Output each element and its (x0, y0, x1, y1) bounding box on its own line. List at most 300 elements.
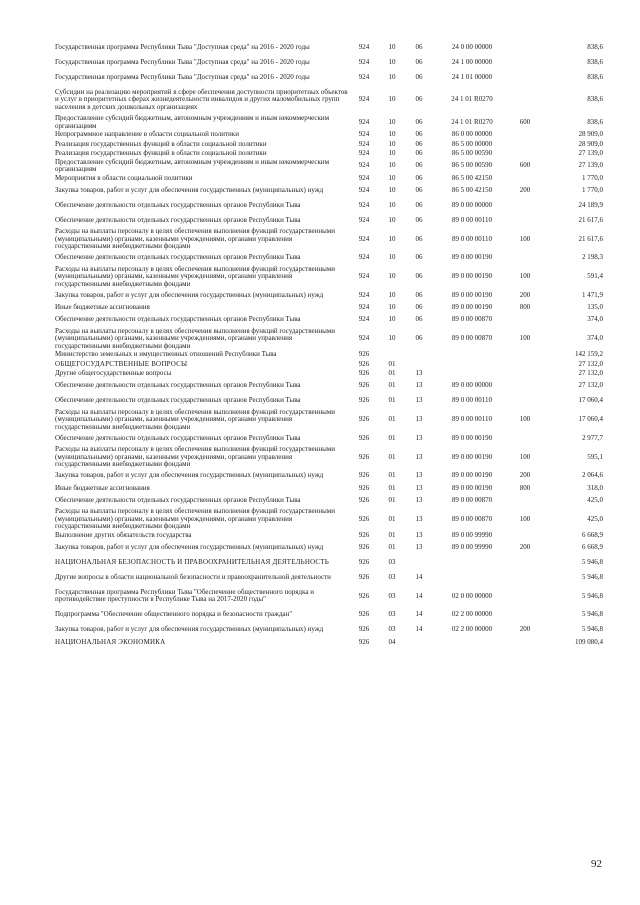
row-name: Другие общегосударственные вопросы (55, 369, 172, 377)
table-row (55, 379, 603, 394)
row-target-article (433, 570, 511, 585)
row-amount: 374,0 (587, 315, 603, 324)
row-expense-type (511, 350, 539, 360)
row-target-article (433, 555, 511, 570)
row-expense-type (511, 213, 539, 228)
row-ministry-code: 926 (358, 625, 370, 634)
row-ministry-code: 924 (358, 215, 370, 224)
row-ministry-code: 924 (358, 200, 370, 209)
row-section-code: 10 (388, 290, 396, 299)
table-row (55, 228, 603, 251)
row-ministry-code: 924 (358, 173, 370, 182)
row-target-article: 24 1 01 R0270 (451, 95, 493, 104)
table-row (55, 55, 603, 70)
row-section-code: 10 (388, 161, 396, 170)
row-subsection-code: 14 (415, 591, 423, 600)
row-ministry-code: 926 (358, 483, 370, 492)
row-subsection-code: 06 (415, 130, 423, 138)
budget-table-body (55, 40, 603, 647)
row-expense-type (511, 555, 539, 570)
row-section-code: 10 (388, 303, 396, 311)
row-section-code: 10 (388, 173, 396, 182)
row-expense-type: 200 (519, 471, 531, 480)
row-ministry-code: 924 (358, 57, 370, 66)
page-number: 92 (591, 858, 602, 870)
row-subsection-code (405, 555, 433, 570)
row-expense-type: 100 (519, 514, 531, 523)
row-name: Расходы на выплаты персоналу в целях обеспечения выполнения функций государственными (муниципальными) органами, казенными учреждениями, органами управления государственными внебюджетными фондами (55, 326, 335, 350)
row-name: Иные бюджетные ассигнования (55, 303, 150, 311)
row-subsection-code: 06 (415, 117, 423, 126)
row-section-code: 10 (388, 42, 396, 51)
row-section-code: 01 (388, 452, 396, 461)
row-amount: 2 977,7 (582, 433, 603, 442)
row-expense-type (511, 70, 539, 85)
row-amount: 142 159,2 (575, 350, 603, 358)
row-subsection-code: 06 (415, 215, 423, 224)
row-amount: 1 770,0 (582, 185, 603, 194)
row-ministry-code: 924 (358, 185, 370, 194)
row-expense-type (511, 394, 539, 409)
row-expense-type (511, 198, 539, 213)
row-amount: 24 189,9 (578, 200, 603, 209)
table-row (55, 540, 603, 555)
row-expense-type (511, 251, 539, 266)
row-ministry-code: 926 (358, 591, 370, 600)
row-ministry-code: 926 (358, 514, 370, 523)
row-subsection-code: 13 (415, 495, 423, 504)
table-row (55, 394, 603, 409)
row-expense-type (511, 140, 539, 150)
row-expense-type: 200 (519, 290, 531, 299)
row-target-article: 89 0 00 00870 (451, 315, 493, 324)
row-section-code: 10 (388, 72, 396, 81)
row-expense-type: 600 (519, 117, 531, 126)
row-amount: 318,0 (587, 483, 603, 492)
row-expense-type (511, 40, 539, 55)
row-ministry-code: 924 (358, 290, 370, 299)
row-amount: 2 064,6 (582, 471, 603, 480)
table-row (55, 266, 603, 289)
row-expense-type (511, 531, 539, 541)
row-ministry-code: 926 (358, 557, 370, 566)
row-section-code: 01 (388, 514, 396, 523)
row-ministry-code: 924 (358, 95, 370, 104)
row-target-article: 89 0 00 00190 (451, 253, 493, 262)
row-ministry-code: 924 (358, 272, 370, 280)
table-row (55, 313, 603, 328)
row-amount: 425,0 (587, 514, 603, 523)
row-ministry-code: 924 (358, 117, 370, 126)
row-name: Закупка товаров, работ и услуг для обеспечения государственных (муниципальных) нужд (55, 625, 324, 634)
row-ministry-code: 924 (358, 303, 370, 311)
row-name: Мероприятия в области социальной политики (55, 173, 193, 182)
row-expense-type (511, 638, 539, 648)
row-expense-type (511, 130, 539, 140)
row-target-article (433, 360, 511, 370)
row-amount: 5 946,8 (582, 557, 603, 566)
row-name: Предоставление субсидий бюджетным, автономным учреждениям и иным некоммерческим организациям (55, 157, 330, 173)
row-name: Государственная программа Республики Тыва "Обеспечение общественного порядка и противодействие преступности в Республике Тыва на 2017-2020 годы" (55, 587, 314, 604)
row-expense-type (511, 85, 539, 115)
row-target-article: 24 1 01 R0270 (451, 117, 493, 126)
row-target-article: 89 0 00 00110 (452, 415, 492, 423)
row-ministry-code: 926 (358, 542, 370, 551)
row-target-article: 02 0 00 00000 (451, 591, 493, 600)
row-subsection-code: 14 (415, 625, 423, 634)
row-section-code: 01 (388, 381, 396, 390)
row-ministry-code: 926 (358, 572, 370, 581)
row-subsection-code: 14 (415, 610, 423, 619)
table-row (55, 623, 603, 638)
table-row (55, 484, 603, 494)
row-expense-type (511, 431, 539, 446)
row-name: Расходы на выплаты персоналу в целях обеспечения выполнения функций государственными (муниципальными) органами, казенными учреждениями, органами управления государственными внебюджетными фондами (55, 227, 335, 250)
row-ministry-code: 924 (358, 234, 370, 243)
row-ministry-code: 924 (358, 149, 370, 157)
row-expense-type (511, 149, 539, 159)
row-section-code (379, 350, 405, 360)
row-subsection-code: 06 (415, 334, 423, 342)
row-subsection-code: 06 (415, 315, 423, 324)
row-ministry-code: 924 (358, 161, 370, 170)
row-subsection-code: 06 (415, 149, 423, 157)
table-row (55, 70, 603, 85)
row-subsection-code: 06 (415, 290, 423, 299)
row-expense-type (511, 493, 539, 508)
row-expense-type: 100 (519, 334, 531, 342)
row-name: Закупка товаров, работ и услуг для обеспечения государственных (муниципальных) нужд (55, 290, 324, 299)
row-amount: 838,6 (587, 72, 603, 81)
row-expense-type (511, 55, 539, 70)
row-subsection-code: 13 (415, 530, 423, 539)
row-name: Государственная программа Республики Тыва "Доступная среда" на 2016 - 2020 годы (55, 42, 310, 51)
row-ministry-code: 926 (358, 381, 370, 390)
row-amount: 27 139,0 (578, 149, 603, 157)
row-amount: 28 909,0 (578, 139, 603, 148)
row-target-article (433, 369, 511, 379)
row-ministry-code: 926 (358, 495, 370, 504)
row-subsection-code: 13 (415, 452, 423, 461)
row-subsection-code: 13 (415, 396, 423, 405)
table-row (55, 446, 603, 469)
row-subsection-code: 13 (415, 415, 423, 423)
row-section-code: 04 (388, 637, 396, 646)
row-section-code: 10 (388, 234, 396, 243)
budget-table (55, 40, 603, 647)
row-name: Предоставление субсидий бюджетным, автономным учреждениям и иным некоммерческим организациям (55, 114, 330, 130)
row-section-code: 10 (388, 117, 396, 126)
row-target-article: 89 0 00 00870 (451, 495, 493, 504)
row-section-code: 10 (388, 95, 396, 104)
row-subsection-code: 06 (415, 200, 423, 209)
row-name: НАЦИОНАЛЬНАЯ ЭКОНОМИКА (55, 637, 166, 646)
row-target-article: 89 0 00 00000 (451, 381, 493, 390)
row-expense-type: 600 (519, 161, 531, 170)
row-section-code: 10 (388, 253, 396, 262)
row-subsection-code: 06 (415, 139, 423, 148)
row-target-article: 02 2 00 00000 (451, 625, 493, 634)
row-ministry-code: 924 (358, 334, 370, 342)
row-amount: 838,6 (587, 117, 603, 126)
row-subsection-code: 06 (415, 57, 423, 66)
table-row (55, 431, 603, 446)
row-section-code: 03 (388, 572, 396, 581)
row-target-article: 86 5 00 00000 (451, 139, 493, 148)
table-row (55, 508, 603, 531)
table-row (55, 328, 603, 351)
row-subsection-code: 06 (415, 303, 423, 311)
row-name: Обеспечение деятельности отдельных государственных органов Республики Тыва (55, 381, 301, 390)
row-target-article: 89 0 00 00190 (451, 471, 493, 480)
row-expense-type: 200 (519, 625, 531, 634)
row-target-article: 24 0 00 00000 (451, 42, 493, 51)
row-section-code: 10 (388, 57, 396, 66)
table-row (55, 288, 603, 303)
row-target-article: 86 5 00 42150 (451, 185, 493, 194)
row-amount: 135,0 (587, 303, 603, 311)
table-row (55, 115, 603, 130)
row-amount: 27 132,0 (578, 359, 603, 368)
row-name: Обеспечение деятельности отдельных государственных органов Республики Тыва (55, 253, 301, 262)
row-ministry-code: 926 (358, 637, 370, 646)
row-amount: 6 668,9 (582, 530, 603, 539)
row-ministry-code: 926 (358, 610, 370, 619)
row-name: Министерство земельных и имущественных отношений Республики Тыва (55, 350, 277, 358)
row-expense-type: 100 (519, 234, 531, 243)
row-expense-type: 200 (519, 542, 531, 551)
row-subsection-code: 13 (415, 369, 423, 377)
row-name: Обеспечение деятельности отдельных государственных органов Республики Тыва (55, 433, 301, 442)
row-subsection-code: 13 (415, 483, 423, 492)
row-amount: 1 770,0 (582, 173, 603, 182)
row-target-article: 86 0 00 00000 (451, 130, 493, 138)
row-amount: 21 617,6 (578, 215, 603, 224)
row-section-code: 01 (388, 471, 396, 480)
row-amount: 6 668,9 (582, 542, 603, 551)
row-subsection-code: 06 (415, 185, 423, 194)
row-subsection-code: 06 (415, 253, 423, 262)
row-ministry-code: 924 (358, 315, 370, 324)
row-subsection-code: 06 (415, 72, 423, 81)
row-name: Государственная программа Республики Тыва "Доступная среда" на 2016 - 2020 годы (55, 57, 310, 66)
row-expense-type: 100 (519, 415, 531, 423)
row-name: Реализация государственных функций в области социальной политики (55, 149, 267, 157)
row-amount: 27 139,0 (578, 161, 603, 170)
table-row (55, 469, 603, 484)
table-row (55, 213, 603, 228)
row-section-code: 10 (388, 334, 396, 342)
row-target-article: 86 5 00 00590 (451, 149, 493, 157)
row-name: Выполнение других обязательств государства (55, 530, 192, 539)
row-section-code: 01 (388, 530, 396, 539)
row-amount: 5 946,8 (582, 591, 603, 600)
row-name: Субсидии на реализацию мероприятий в сфере обеспечения доступности приоритетных объектов и услуг в приоритетных сферах жизнедеятельности инвалидов и других маломобильных групп населения в детских дошкольных организациях (55, 87, 348, 111)
row-subsection-code: 06 (415, 161, 423, 170)
row-ministry-code: 926 (358, 433, 370, 442)
row-amount: 21 617,6 (578, 234, 603, 243)
row-subsection-code: 13 (415, 514, 423, 523)
row-target-article: 89 0 00 00110 (452, 396, 492, 405)
row-name: Иные бюджетные ассигнования (55, 483, 150, 492)
row-name: Расходы на выплаты персоналу в целях обеспечения выполнения функций государственными (муниципальными) органами, казенными учреждениями, органами управления государственными внебюджетными фондами (55, 407, 335, 431)
row-expense-type: 100 (519, 272, 531, 280)
row-name: Расходы на выплаты персоналу в целях обеспечения выполнения функций государственными (муниципальными) органами, казенными учреждениями, органами управления государственными внебюджетными фондами (55, 445, 335, 468)
row-amount: 425,0 (587, 495, 603, 504)
row-section-code: 01 (388, 396, 396, 405)
row-expense-type (511, 360, 539, 370)
row-target-article: 89 0 00 00190 (451, 290, 493, 299)
row-name: ОБЩЕГОСУДАРСТВЕННЫЕ ВОПРОСЫ (55, 359, 188, 368)
row-target-article: 24 1 00 00000 (451, 57, 493, 66)
row-ministry-code: 926 (358, 350, 370, 358)
row-target-article: 89 0 00 00870 (451, 514, 493, 523)
row-name: Расходы на выплаты персоналу в целях обеспечения выполнения функций государственными (муниципальными) органами, казенными учреждениями, органами управления государственными внебюджетными фондами (55, 507, 335, 530)
table-row (55, 140, 603, 150)
row-section-code: 03 (388, 625, 396, 634)
row-section-code: 03 (388, 610, 396, 619)
row-section-code: 01 (388, 369, 396, 377)
row-name: Обеспечение деятельности отдельных государственных органов Республики Тыва (55, 315, 301, 324)
table-row (55, 350, 603, 360)
table-row (55, 360, 603, 370)
row-expense-type (511, 369, 539, 379)
row-ministry-code: 924 (358, 253, 370, 262)
row-amount: 17 060,4 (578, 396, 603, 405)
row-target-article: 24 1 01 00000 (451, 72, 493, 81)
row-subsection-code: 14 (415, 572, 423, 581)
row-name: Обеспечение деятельности отдельных государственных органов Республики Тыва (55, 396, 301, 405)
row-expense-type (511, 585, 539, 608)
row-subsection-code: 13 (415, 542, 423, 551)
row-expense-type: 100 (519, 452, 531, 461)
row-target-article: 86 5 00 00590 (451, 161, 493, 170)
row-amount: 28 909,0 (578, 130, 603, 138)
row-amount: 595,1 (587, 452, 603, 461)
row-amount: 5 946,8 (582, 572, 603, 581)
row-subsection-code: 06 (415, 272, 423, 280)
row-amount: 374,0 (587, 334, 603, 342)
row-ministry-code: 926 (358, 452, 370, 461)
row-section-code: 10 (388, 215, 396, 224)
row-section-code: 10 (388, 185, 396, 194)
row-name: Обеспечение деятельности отдельных государственных органов Республики Тыва (55, 215, 301, 224)
row-section-code: 01 (388, 483, 396, 492)
row-section-code: 01 (388, 359, 396, 368)
table-row (55, 531, 603, 541)
table-row (55, 585, 603, 608)
row-name: Расходы на выплаты персоналу в целях обеспечения выполнения функций государственными (муниципальными) органами, казенными учреждениями, органами управления государственными внебюджетными фондами (55, 264, 335, 288)
row-name: Государственная программа Республики Тыва "Доступная среда" на 2016 - 2020 годы (55, 72, 310, 81)
row-target-article: 86 5 00 42150 (451, 173, 493, 182)
row-amount: 17 060,4 (578, 415, 603, 423)
row-target-article: 89 0 00 00000 (451, 200, 493, 209)
row-section-code: 10 (388, 272, 396, 280)
row-ministry-code: 926 (358, 415, 370, 423)
row-section-code: 10 (388, 130, 396, 138)
row-ministry-code: 926 (358, 359, 370, 368)
row-subsection-code: 06 (415, 95, 423, 104)
row-expense-type: 800 (519, 483, 531, 492)
row-target-article: 02 2 00 00000 (451, 610, 493, 619)
row-target-article: 89 0 00 99990 (451, 530, 493, 539)
row-amount: 27 132,0 (578, 381, 603, 390)
row-name: Непрограммное направление в области социальной политики (55, 130, 239, 138)
row-name: Закупка товаров, работ и услуг для обеспечения государственных (муниципальных) нужд (55, 542, 324, 551)
row-amount: 5 946,8 (582, 610, 603, 619)
row-section-code: 01 (388, 542, 396, 551)
row-name: Другие вопросы в области национальной безопасности и правоохранительной деятельности (55, 572, 331, 581)
row-subsection-code: 13 (415, 381, 423, 390)
row-amount: 838,6 (587, 95, 603, 104)
row-ministry-code: 926 (358, 396, 370, 405)
table-row (55, 608, 603, 623)
row-subsection-code: 06 (415, 173, 423, 182)
row-section-code: 10 (388, 139, 396, 148)
table-row (55, 130, 603, 140)
row-section-code: 01 (388, 415, 396, 423)
row-section-code: 10 (388, 200, 396, 209)
row-subsection-code: 06 (415, 234, 423, 243)
table-row (55, 303, 603, 313)
table-row (55, 493, 603, 508)
row-amount: 2 198,3 (582, 253, 603, 262)
row-expense-type (511, 608, 539, 623)
row-ministry-code: 924 (358, 72, 370, 81)
row-name: Подпрограмма "Обеспечение общественного порядка и безопасности граждан" (55, 610, 293, 619)
row-target-article: 89 0 00 00190 (451, 433, 493, 442)
row-target-article: 89 0 00 00190 (451, 272, 493, 280)
row-section-code: 10 (388, 149, 396, 157)
row-section-code: 03 (388, 557, 396, 566)
row-target-article: 89 0 00 00110 (452, 215, 492, 224)
row-ministry-code: 926 (358, 530, 370, 539)
row-amount: 1 471,9 (582, 290, 603, 299)
row-amount: 838,6 (587, 42, 603, 51)
table-row (55, 159, 603, 174)
table-row (55, 183, 603, 198)
row-expense-type (511, 174, 539, 184)
row-target-article: 89 0 00 00190 (451, 303, 493, 311)
row-section-code: 03 (388, 591, 396, 600)
table-row (55, 198, 603, 213)
row-amount: 838,6 (587, 57, 603, 66)
table-row (55, 85, 603, 115)
table-row (55, 369, 603, 379)
table-row (55, 251, 603, 266)
row-ministry-code: 924 (358, 130, 370, 138)
row-name: Обеспечение деятельности отдельных государственных органов Республики Тыва (55, 495, 301, 504)
row-expense-type (511, 570, 539, 585)
table-row (55, 40, 603, 55)
table-row (55, 555, 603, 570)
row-ministry-code: 924 (358, 42, 370, 51)
row-subsection-code (405, 360, 433, 370)
row-target-article: 89 0 00 99990 (451, 542, 493, 551)
row-ministry-code: 926 (358, 471, 370, 480)
row-ministry-code: 926 (358, 369, 370, 377)
row-subsection-code: 13 (415, 433, 423, 442)
row-target-article (433, 350, 511, 360)
row-name: НАЦИОНАЛЬНАЯ БЕЗОПАСНОСТЬ И ПРАВООХРАНИТЕЛЬНАЯ ДЕЯТЕЛЬНОСТЬ (55, 557, 329, 566)
row-subsection-code: 06 (415, 42, 423, 51)
row-target-article: 89 0 00 00110 (452, 234, 492, 243)
row-name: Обеспечение деятельности отдельных государственных органов Республики Тыва (55, 200, 301, 209)
table-row (55, 638, 603, 648)
row-subsection-code (405, 638, 433, 648)
row-subsection-code (405, 350, 433, 360)
table-row (55, 409, 603, 432)
